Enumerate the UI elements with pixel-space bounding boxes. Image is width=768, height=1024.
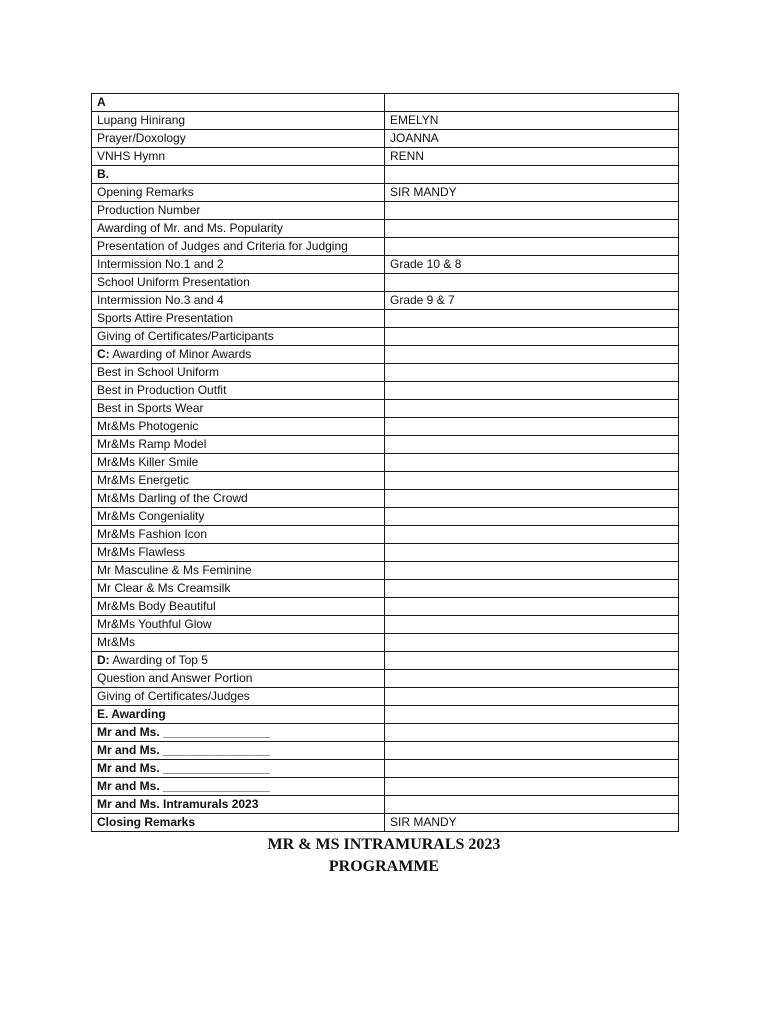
table-row: [92, 436, 679, 454]
programme-person-cell: [385, 274, 679, 292]
programme-person-cell: [385, 652, 679, 670]
programme-person-cell: JOANNA: [385, 130, 679, 148]
programme-item-cell: [92, 634, 385, 652]
programme-person-cell: [385, 328, 679, 346]
programme-item-label: Opening Remarks: [97, 185, 194, 199]
programme-item-cell: [92, 796, 385, 814]
section-prefix: C:: [97, 347, 110, 361]
programme-item-label: Mr&Ms Flawless: [97, 545, 186, 559]
table-row: [92, 148, 679, 166]
programme-person-cell: [385, 382, 679, 400]
table-row: [92, 292, 679, 310]
table-row: [92, 130, 679, 148]
programme-item-label: Intermission No.1 and 2: [97, 257, 224, 271]
programme-person-cell: [385, 670, 679, 688]
programme-person-cell: [385, 778, 679, 796]
programme-item-cell: [92, 652, 385, 670]
programme-item-cell: [92, 148, 385, 166]
programme-person-cell: [385, 310, 679, 328]
programme-person-cell: [385, 760, 679, 778]
programme-item-label: E. Awarding: [97, 707, 166, 721]
table-row: [92, 616, 679, 634]
programme-person-cell: [385, 436, 679, 454]
programme-person-cell: SIR MANDY: [385, 184, 679, 202]
programme-item-label: Best in Sports Wear: [97, 401, 204, 415]
table-row: [92, 544, 679, 562]
programme-item-label: Closing Remarks: [97, 815, 196, 829]
table-row: [92, 400, 679, 418]
programme-person-cell: [385, 202, 679, 220]
programme-item-label: Awarding of Top 5: [109, 653, 208, 667]
programme-item-label: A: [97, 95, 106, 109]
programme-item-label: B.: [97, 167, 109, 181]
programme-item-cell: [92, 364, 385, 382]
table-row: [92, 490, 679, 508]
programme-item-label: School Uniform Presentation: [97, 275, 250, 289]
table-row: [92, 562, 679, 580]
programme-item-label: Question and Answer Portion: [97, 671, 253, 685]
table-row: [92, 220, 679, 238]
programme-person-cell: [385, 526, 679, 544]
table-row: [92, 724, 679, 742]
title-line-1: MR & MS INTRAMURALS 2023: [267, 836, 501, 853]
programme-item-cell: [92, 508, 385, 526]
programme-item-label: Presentation of Judges and Criteria for Judging: [97, 239, 348, 253]
programme-item-label: Mr&Ms: [97, 635, 135, 649]
table-row: [92, 418, 679, 436]
programme-item-cell: [92, 598, 385, 616]
programme-table-body: [92, 94, 679, 832]
table-row: [92, 94, 679, 112]
programme-item-cell: [92, 130, 385, 148]
programme-person-cell: [385, 94, 679, 112]
programme-item-label: Intermission No.3 and 4: [97, 293, 224, 307]
programme-person-cell: [385, 508, 679, 526]
programme-item-label: Giving of Certificates/Participants: [97, 329, 274, 343]
programme-person-cell: [385, 400, 679, 418]
programme-item-label: Giving of Certificates/Judges: [97, 689, 250, 703]
table-row: [92, 706, 679, 724]
programme-item-cell: [92, 490, 385, 508]
programme-item-cell: [92, 94, 385, 112]
table-row: [92, 346, 679, 364]
table-row: [92, 256, 679, 274]
programme-person-cell: [385, 238, 679, 256]
programme-item-label: Awarding of Minor Awards: [109, 347, 252, 361]
table-row: [92, 382, 679, 400]
programme-item-label: Sports Attire Presentation: [97, 311, 234, 325]
programme-person-cell: EMELYN: [385, 112, 679, 130]
programme-person-cell: [385, 346, 679, 364]
programme-item-label: Mr&Ms Congeniality: [97, 509, 205, 523]
programme-item-label: Best in School Uniform: [97, 365, 220, 379]
title-line-2: PROGRAMME: [328, 858, 440, 875]
programme-person-cell: [385, 580, 679, 598]
table-row: [92, 670, 679, 688]
programme-item-cell: [92, 526, 385, 544]
programme-person-cell: [385, 742, 679, 760]
programme-item-cell: [92, 778, 385, 796]
programme-item-label: Awarding of Mr. and Ms. Popularity: [97, 221, 283, 235]
programme-item-cell: [92, 688, 385, 706]
table-row: [92, 814, 679, 832]
programme-item-label: VNHS Hymn: [97, 149, 166, 163]
programme-item-label: Production Number: [97, 203, 201, 217]
programme-item-cell: [92, 760, 385, 778]
programme-item-cell: [92, 580, 385, 598]
programme-person-cell: [385, 616, 679, 634]
programme-item-cell: [92, 742, 385, 760]
programme-item-label: Mr Clear & Ms Creamsilk: [97, 581, 231, 595]
programme-person-cell: Grade 10 & 8: [385, 256, 679, 274]
table-row: [92, 688, 679, 706]
programme-item-label: Mr and Ms. ________________: [97, 779, 270, 793]
table-row: [92, 526, 679, 544]
programme-item-cell: [92, 454, 385, 472]
programme-person-cell: [385, 490, 679, 508]
programme-table: [91, 93, 679, 832]
programme-item-label: Mr and Ms. ________________: [97, 743, 270, 757]
programme-item-label: Mr and Ms. ________________: [97, 725, 270, 739]
programme-person-cell: RENN: [385, 148, 679, 166]
programme-item-cell: [92, 562, 385, 580]
programme-item-label: Mr&Ms Fashion Icon: [97, 527, 208, 541]
programme-item-cell: [92, 616, 385, 634]
programme-item-label: Mr&Ms Ramp Model: [97, 437, 207, 451]
programme-person-cell: [385, 220, 679, 238]
table-row: [92, 742, 679, 760]
table-row: [92, 580, 679, 598]
programme-item-cell: [92, 328, 385, 346]
programme-item-cell: [92, 346, 385, 364]
programme-item-cell: [92, 436, 385, 454]
programme-item-cell: [92, 166, 385, 184]
programme-item-cell: [92, 724, 385, 742]
table-row: [92, 778, 679, 796]
programme-item-label: Best in Production Outfit: [97, 383, 227, 397]
programme-item-label: Mr&Ms Photogenic: [97, 419, 199, 433]
programme-person-cell: [385, 544, 679, 562]
programme-item-cell: [92, 202, 385, 220]
programme-person-cell: [385, 706, 679, 724]
document-title: [0, 834, 768, 878]
programme-item-cell: [92, 670, 385, 688]
table-row: [92, 328, 679, 346]
programme-item-cell: [92, 382, 385, 400]
programme-item-label: Mr&Ms Darling of the Crowd: [97, 491, 248, 505]
programme-person-cell: [385, 166, 679, 184]
programme-item-cell: [92, 544, 385, 562]
programme-item-label: Mr Masculine & Ms Feminine: [97, 563, 252, 577]
table-row: [92, 112, 679, 130]
table-row: [92, 364, 679, 382]
programme-item-label: Prayer/Doxology: [97, 131, 186, 145]
programme-item-cell: [92, 184, 385, 202]
table-row: [92, 238, 679, 256]
programme-item-label: Mr&Ms Body Beautiful: [97, 599, 216, 613]
programme-person-cell: [385, 688, 679, 706]
programme-person-cell: [385, 796, 679, 814]
programme-item-cell: [92, 256, 385, 274]
table-row: [92, 508, 679, 526]
programme-person-cell: [385, 724, 679, 742]
section-prefix: D:: [97, 653, 110, 667]
programme-item-cell: [92, 400, 385, 418]
programme-person-cell: [385, 418, 679, 436]
programme-item-label: Mr&Ms Killer Smile: [97, 455, 199, 469]
table-row: [92, 472, 679, 490]
table-row: [92, 274, 679, 292]
programme-person-cell: [385, 634, 679, 652]
table-row: [92, 652, 679, 670]
programme-person-cell: SIR MANDY: [385, 814, 679, 832]
programme-item-cell: [92, 220, 385, 238]
programme-item-cell: [92, 418, 385, 436]
programme-item-cell: [92, 472, 385, 490]
table-row: [92, 796, 679, 814]
table-row: [92, 454, 679, 472]
programme-person-cell: [385, 562, 679, 580]
programme-item-label: Mr and Ms. Intramurals 2023: [97, 797, 259, 811]
table-row: [92, 184, 679, 202]
table-row: [92, 598, 679, 616]
programme-item-label: Mr and Ms. ________________: [97, 761, 270, 775]
table-row: [92, 166, 679, 184]
table-row: [92, 634, 679, 652]
programme-person-cell: [385, 364, 679, 382]
programme-item-cell: [92, 274, 385, 292]
table-row: [92, 202, 679, 220]
programme-item-cell: [92, 292, 385, 310]
table-row: [92, 310, 679, 328]
programme-item-cell: [92, 310, 385, 328]
table-row: [92, 760, 679, 778]
programme-person-cell: [385, 454, 679, 472]
programme-item-label: Mr&Ms Energetic: [97, 473, 190, 487]
programme-item-cell: [92, 706, 385, 724]
programme-item-cell: [92, 238, 385, 256]
programme-person-cell: [385, 598, 679, 616]
programme-person-cell: [385, 472, 679, 490]
programme-item-cell: [92, 112, 385, 130]
programme-item-label: Lupang Hinirang: [97, 113, 186, 127]
programme-item-cell: [92, 814, 385, 832]
programme-person-cell: Grade 9 & 7: [385, 292, 679, 310]
programme-item-label: Mr&Ms Youthful Glow: [97, 617, 212, 631]
